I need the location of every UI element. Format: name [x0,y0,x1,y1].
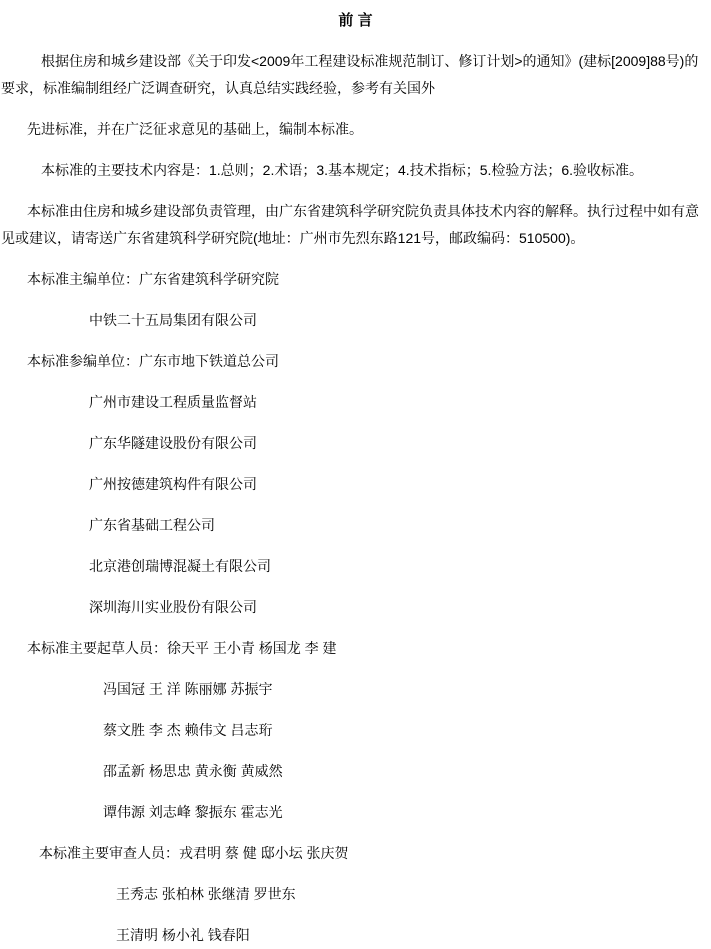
participating-unit: 广州按德建筑构件有限公司 [89,476,257,492]
paragraph-line: 见或建议，请寄送广东省建筑科学研究院(地址：广州市先烈东路121号，邮政编码：510500)。 [1,230,585,246]
intro-paragraph-1 [1,48,710,102]
drafters-names-row: 谭伟源 刘志峰 黎振东 霍志光 [103,804,283,820]
paragraph-line: 根据住房和城乡建设部《关于印发<2009年工程建设标准规范制订、修订计划>的通知》(建标[2009]88号)的 [41,53,699,69]
participating-units-line: 本标准参编单位：广东市地下铁道总公司 [27,353,279,369]
drafters-names-row: 邵孟新 杨思忠 黄永衡 黄威然 [103,763,283,779]
intro-paragraph-2: 先进标准，并在广泛征求意见的基础上，编制本标准。 [27,121,363,137]
reviewers-line: 本标准主要审查人员：戎君明 蔡 健 邸小坛 张庆贺 [39,845,349,861]
drafters-line: 本标准主要起草人员：徐天平 王小青 杨国龙 李 建 [27,640,337,656]
participating-unit: 广东华隧建设股份有限公司 [89,435,257,451]
intro-paragraph-3: 本标准的主要技术内容是：1.总则；2.术语；3.基本规定；4.技术指标；5.检验方法；6.验收标准。 [41,162,644,178]
drafters-names-row: 蔡文胜 李 杰 赖伟文 吕志珩 [103,722,273,738]
participating-unit: 广东省基础工程公司 [89,517,215,533]
intro-paragraph-4 [1,198,710,252]
paragraph-line: 本标准由住房和城乡建设部负责管理，由广东省建筑科学研究院负责具体技术内容的解释。执行过程中如有意 [27,203,699,219]
preface-document [1,7,710,949]
participating-unit: 北京港创瑞博混凝土有限公司 [89,558,271,574]
drafters-names-row: 冯国冠 王 洋 陈丽娜 苏振宇 [103,681,273,697]
chief-editor-unit-extra: 中铁二十五局集团有限公司 [89,312,257,328]
reviewers-names-row: 王秀志 张柏林 张继清 罗世东 [116,886,296,902]
paragraph-line: 要求，标准编制组经广泛调查研究，认真总结实践经验，参考有关国外 [1,80,435,96]
participating-unit: 深圳海川实业股份有限公司 [89,599,257,615]
reviewers-names-row: 王清明 杨小礼 钱春阳 [116,927,250,943]
chief-editor-unit-line: 本标准主编单位：广东省建筑科学研究院 [27,271,279,287]
participating-unit: 广州市建设工程质量监督站 [89,394,257,410]
page-title: 前 言 [338,12,373,29]
